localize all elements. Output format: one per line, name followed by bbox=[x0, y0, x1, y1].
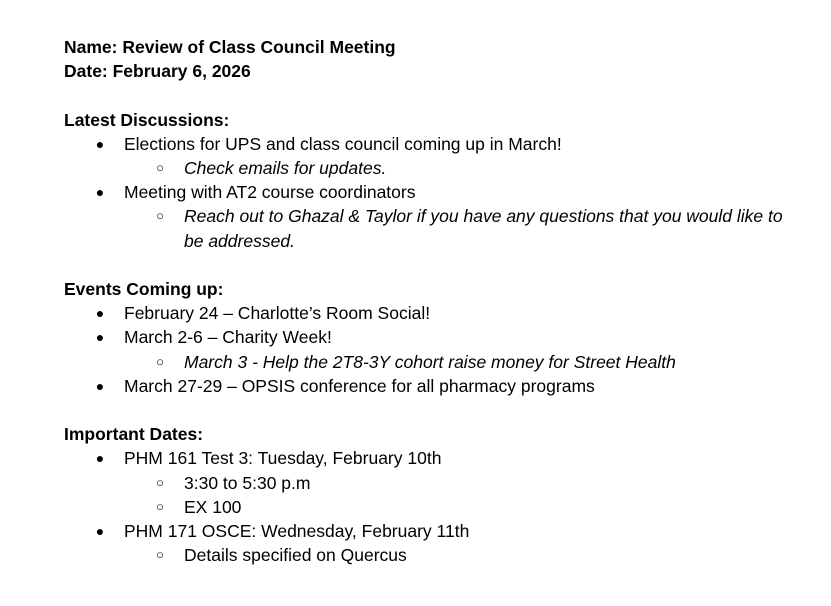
bullet-filled-icon: ● bbox=[95, 522, 105, 539]
sub-list-item-text: Details specified on Quercus bbox=[184, 545, 407, 566]
list-item-text: Meeting with AT2 course coordinators bbox=[124, 182, 416, 203]
section-heading-dates: Important Dates: bbox=[64, 424, 204, 445]
list-item-text: March 27-29 – OPSIS conference for all pharmacy programs bbox=[124, 375, 595, 396]
list-item-text: March 2-6 – Charity Week! bbox=[124, 327, 332, 348]
spacer bbox=[64, 253, 804, 277]
spacer bbox=[64, 83, 804, 107]
bullet-hollow-icon: ○ bbox=[156, 547, 164, 563]
sub-list-item bbox=[64, 471, 804, 495]
list-item-text: PHM 171 OSCE: Wednesday, February 11th bbox=[124, 520, 470, 541]
bullet-hollow-icon: ○ bbox=[156, 498, 164, 514]
list-item bbox=[64, 132, 804, 156]
bullet-hollow-icon: ○ bbox=[156, 159, 164, 175]
sub-list-item-text: 3:30 to 5:30 p.m bbox=[184, 472, 311, 493]
meeting-name: Name: Review of Class Council Meeting bbox=[64, 37, 396, 57]
document-body bbox=[64, 35, 804, 567]
bullet-hollow-icon: ○ bbox=[156, 208, 164, 224]
bullet-filled-icon: ● bbox=[95, 450, 105, 467]
list-item-text: Elections for UPS and class council coming up in March! bbox=[124, 133, 562, 154]
meeting-date: Date: February 6, 2026 bbox=[64, 61, 251, 82]
list-item bbox=[64, 374, 804, 398]
bullet-filled-icon: ● bbox=[95, 377, 105, 394]
bullet-hollow-icon: ○ bbox=[156, 474, 164, 490]
sub-list-item bbox=[64, 350, 804, 374]
bullet-filled-icon: ● bbox=[95, 305, 105, 322]
list-item-text: February 24 – Charlotte’s Room Social! bbox=[124, 303, 431, 324]
sub-list-item-text: Reach out to Ghazal & Taylor if you have any questions that you would like to be addressed. bbox=[184, 206, 783, 251]
sub-list-item bbox=[64, 204, 804, 252]
bullet-filled-icon: ● bbox=[95, 184, 105, 201]
list-item bbox=[64, 325, 804, 349]
list-item bbox=[64, 301, 804, 325]
bullet-filled-icon: ● bbox=[95, 329, 105, 346]
spacer bbox=[64, 398, 804, 422]
section-heading-events: Events Coming up: bbox=[64, 278, 224, 299]
sub-list-item bbox=[64, 543, 804, 567]
section-heading-discussions: Latest Discussions: bbox=[64, 109, 230, 130]
list-item-text: PHM 161 Test 3: Tuesday, February 10th bbox=[124, 448, 442, 469]
sub-list-item bbox=[64, 156, 804, 180]
list-item bbox=[64, 446, 804, 470]
bullet-hollow-icon: ○ bbox=[156, 353, 164, 369]
sub-list-item-text: EX 100 bbox=[184, 496, 242, 517]
sub-list-item-text: March 3 - Help the 2T8-3Y cohort raise money for Street Health bbox=[184, 351, 676, 372]
list-item bbox=[64, 180, 804, 204]
list-item bbox=[64, 519, 804, 543]
sub-list-item bbox=[64, 495, 804, 519]
sub-list-item-text: Check emails for updates. bbox=[184, 157, 387, 178]
bullet-filled-icon: ● bbox=[95, 135, 105, 152]
